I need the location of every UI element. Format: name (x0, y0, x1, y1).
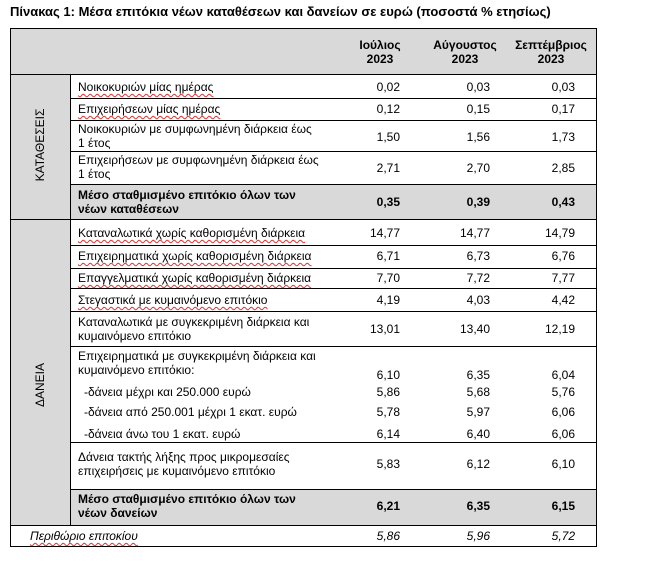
column-header-july (340, 38, 420, 66)
value-july: 5,86 (376, 529, 400, 543)
value-august: 7,72 (466, 271, 490, 285)
deposit-row-label (78, 153, 319, 181)
sub-row-label: -δάνεια από 250.001 μέχρι 1 εκατ. ευρώ (84, 405, 297, 419)
value-august: 0,03 (466, 80, 490, 94)
loans-group-label: ΔΑΝΕΙΑ (33, 362, 47, 408)
loan-row-label: Στεγαστικά με κυμαινόμενο επιτόκιο (78, 293, 268, 307)
sub-row-label: -δάνεια μέχρι και 250.000 ευρώ (84, 385, 251, 399)
value-july: 5,83 (376, 457, 400, 471)
label-line: Δάνεια τακτής λήξης προς μικρομεσαίες (78, 450, 290, 464)
column-header-year: 2023 (366, 52, 394, 66)
loan-row-label: Επαγγελματικά χωρίς καθορισμένη διάρκεια (78, 271, 312, 285)
value-august: 1,56 (466, 130, 490, 144)
deposit-row-label (78, 122, 312, 150)
value-august: 0,15 (466, 102, 490, 116)
value-july: 0,12 (376, 102, 400, 116)
value-september: 7,77 (551, 271, 575, 285)
value-september: 14,79 (544, 226, 575, 240)
row-divider (70, 245, 596, 246)
deposits-group-label: ΚΑΤΑΘΕΣΕΙΣ (33, 108, 47, 182)
value-july: 6,21 (376, 499, 400, 513)
loan-row-label: Επιχειρηματικά χωρίς καθορισμένη διάρκεια (78, 249, 312, 263)
value-august: 6,35 (466, 499, 490, 513)
value-august: 4,03 (466, 293, 490, 307)
row-divider (70, 184, 596, 185)
value-september: 6,06 (551, 427, 575, 441)
value-july: 6,14 (376, 427, 400, 441)
deposit-row-label: Επιχειρήσεων μίας ημέρας (78, 102, 221, 116)
value-august: 5,96 (466, 529, 490, 543)
value-july: 4,19 (376, 293, 400, 307)
value-september: 6,76 (551, 249, 575, 263)
label-line: νέων καταθέσεων (78, 202, 179, 216)
sub-row-label: -δάνεια άνω του 1 εκατ. ευρώ (84, 427, 241, 441)
value-september: 4,42 (551, 293, 575, 307)
value-august: 5,97 (466, 405, 490, 419)
interest-margin-label: Περιθώριο επιτοκίου (30, 529, 138, 543)
label-line: 1 έτος (78, 167, 111, 181)
value-august: 6,73 (466, 249, 490, 263)
value-july: 6,10 (376, 368, 400, 382)
value-july: 2,71 (376, 161, 400, 175)
value-september: 0,03 (551, 80, 575, 94)
value-august: 14,77 (459, 226, 490, 240)
label-line: κυμαινόμενο επιτόκιο (78, 329, 192, 343)
label-line: Μέσο σταθμισμένο επιτόκιο όλων των (78, 492, 296, 506)
column-header-year: 2023 (451, 52, 479, 66)
column-header-month: Αύγουστος (433, 38, 497, 52)
value-july: 0,35 (376, 195, 400, 209)
value-september: 5,76 (551, 385, 575, 399)
loan-row-label (78, 315, 309, 343)
label-line: επιχειρήσεις με κυμαινόμενο επιτόκιο (78, 464, 276, 478)
row-divider (10, 74, 596, 75)
label-line: Επιχειρηματικά με συγκεκριμένη διάρκεια και (78, 349, 316, 363)
value-july: 1,50 (376, 130, 400, 144)
value-september: 2,85 (551, 161, 575, 175)
label-line: 1 έτος (78, 136, 111, 150)
row-divider (70, 268, 596, 269)
interest-rates-table (10, 28, 596, 546)
value-july: 7,70 (376, 271, 400, 285)
value-september: 1,73 (551, 130, 575, 144)
row-divider (70, 98, 596, 99)
loan-row-label: Καταναλωτικά χωρίς καθορισμένη διάρκεια (78, 226, 306, 240)
value-july: 5,78 (376, 405, 400, 419)
label-line: Επιχειρήσεων με συμφωνημένη διάρκεια έως (78, 153, 319, 167)
value-july: 14,77 (369, 226, 400, 240)
value-august: 2,70 (466, 161, 490, 175)
value-august: 6,40 (466, 427, 490, 441)
column-header-august (420, 38, 510, 66)
column-header-september (506, 38, 596, 66)
value-september: 6,10 (551, 457, 575, 471)
label-line: κυμαινόμενο επιτόκιο: (78, 363, 195, 377)
value-september: 6,15 (551, 499, 575, 513)
value-september: 0,43 (551, 195, 575, 209)
label-line: Καταναλωτικά με συγκεκριμένη διάρκεια και (78, 315, 310, 329)
value-september: 5,72 (551, 529, 575, 543)
label-line: Μέσο σταθμισμένο επιτόκιο όλων των (78, 188, 296, 202)
row-divider (70, 120, 596, 121)
value-july: 0,02 (376, 80, 400, 94)
row-divider (10, 219, 596, 220)
value-august: 13,40 (459, 322, 490, 336)
value-september: 12,19 (544, 322, 575, 336)
loans-summary-label (78, 492, 296, 520)
deposit-row-label: Νοικοκυριών μίας ημέρας (78, 80, 214, 94)
column-header-month: Σεπτέμβριος (515, 38, 587, 52)
table-title: Πίνακας 1: Μέσα επιτόκια νέων καταθέσεων και δανείων σε ευρώ (ποσοστά % ετησίως) (10, 4, 551, 19)
label-line: Νοικοκυριών με συμφωνημένη διάρκεια έως (78, 122, 312, 136)
column-header-month: Ιούλιος (359, 38, 401, 52)
value-september: 0,17 (551, 102, 575, 116)
value-july: 6,71 (376, 249, 400, 263)
label-line: νέων δανείων (78, 506, 158, 520)
row-divider (70, 489, 596, 490)
value-august: 6,12 (466, 457, 490, 471)
row-divider (70, 442, 596, 443)
value-august: 0,39 (466, 195, 490, 209)
column-header-year: 2023 (537, 52, 565, 66)
row-divider (70, 151, 596, 152)
deposits-summary-label (78, 188, 296, 216)
value-september: 6,06 (551, 405, 575, 419)
value-september: 6,04 (551, 368, 575, 382)
value-august: 6,35 (466, 368, 490, 382)
fixed-term-loans-label (78, 450, 290, 478)
value-august: 5,68 (466, 385, 490, 399)
value-july: 13,01 (369, 322, 400, 336)
value-july: 5,86 (376, 385, 400, 399)
row-divider (70, 288, 596, 289)
row-divider (70, 311, 596, 312)
business-loans-label (78, 349, 316, 377)
column-divider (70, 74, 71, 525)
row-divider (10, 525, 596, 526)
row-divider (70, 346, 596, 347)
